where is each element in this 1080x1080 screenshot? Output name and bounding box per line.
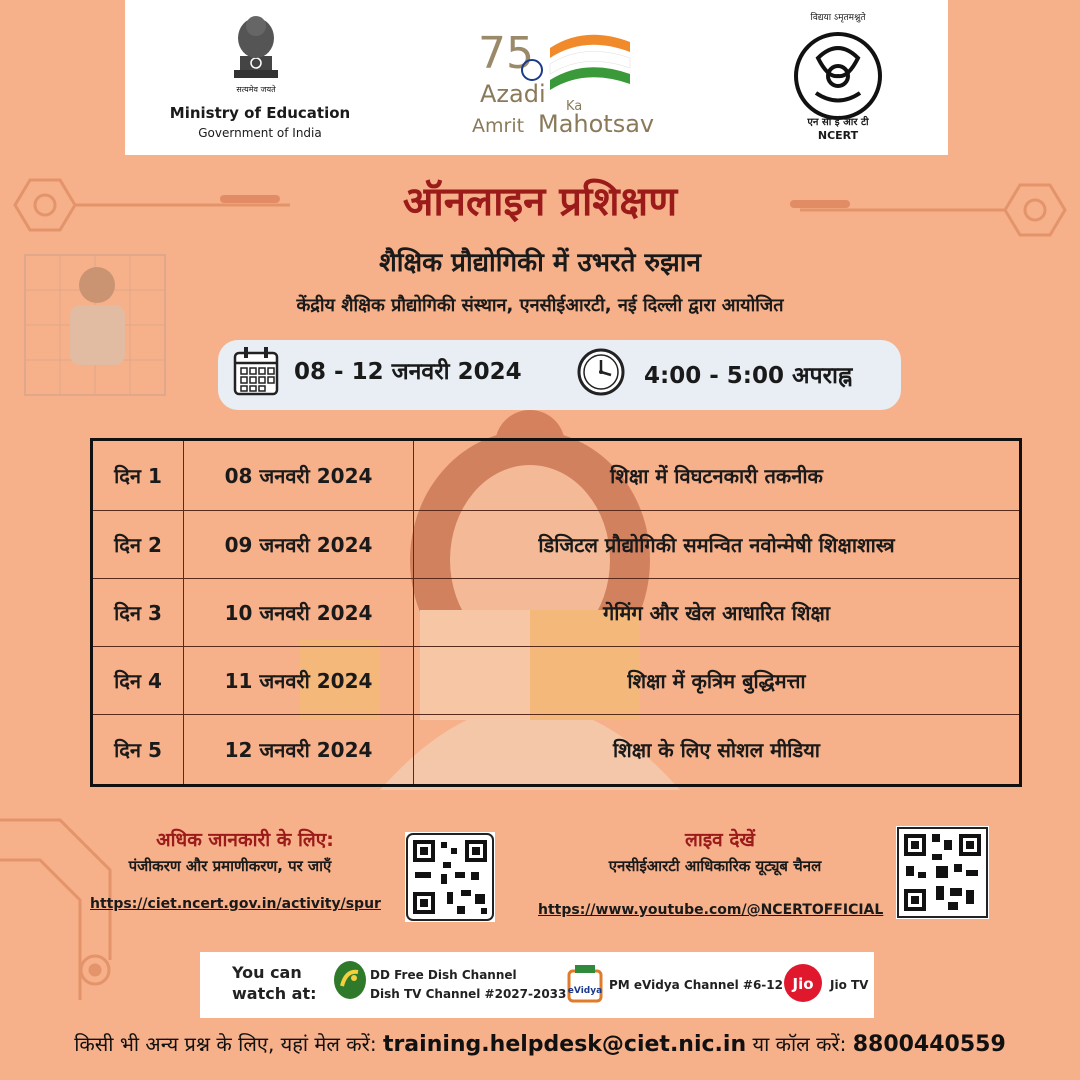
azadi-ka-amrit-mahotsav-logo <box>470 20 680 140</box>
event-time: 4:00 - 5:00 अपराह्न <box>644 363 853 389</box>
table-row <box>92 578 1021 646</box>
ncert-hindi-name: एन सी ई आर टी <box>807 117 869 128</box>
schedule-date: 10 जनवरी 2024 <box>184 578 414 646</box>
youtube-link[interactable]: https://www.youtube.com/@NCERTOFFICIAL <box>538 902 884 918</box>
more-info-subtitle: पंजीकरण और प्रमाणीकरण, पर जाएँ <box>128 857 332 875</box>
qr-code-icon <box>405 832 495 922</box>
schedule-topic: शिक्षा में कृत्रिम बुद्धिमत्ता <box>414 647 1021 715</box>
footer-middle: या कॉल करें: <box>752 1032 847 1056</box>
table-row <box>92 715 1021 786</box>
schedule-topic: शिक्षा में विघटनकारी तकनीक <box>414 440 1021 511</box>
schedule-topic: शिक्षा के लिए सोशल मीडिया <box>414 715 1021 786</box>
registration-link[interactable]: https://ciet.ncert.gov.in/activity/spur <box>90 896 381 912</box>
helpdesk-email[interactable]: training.helpdesk@ciet.nic.in <box>382 1032 747 1057</box>
table-row <box>92 440 1021 511</box>
organiser-line: केंद्रीय शैक्षिक प्रौद्योगिकी संस्थान, एनसीईआरटी, नई दिल्ली द्वारा आयोजित <box>296 295 784 316</box>
watch-label <box>232 962 322 1004</box>
table-row <box>92 647 1021 715</box>
helpdesk-phone[interactable]: 8800440559 <box>852 1032 1006 1057</box>
ministry-subtitle: Government of India <box>198 126 322 140</box>
schedule-date: 08 जनवरी 2024 <box>184 440 414 511</box>
national-emblem-icon <box>230 8 282 86</box>
qr-code-icon <box>896 826 989 919</box>
page-title: ऑनलाइन प्रशिक्षण <box>402 179 678 225</box>
watch-label-line1: You can <box>232 963 302 982</box>
calendar-icon <box>232 345 280 397</box>
ncert-motto: विद्यया ऽमृतमश्नुते <box>810 13 866 23</box>
schedule-date: 12 जनवरी 2024 <box>184 715 414 786</box>
event-dates: 08 - 12 जनवरी 2024 <box>294 359 522 385</box>
schedule-topic: गेमिंग और खेल आधारित शिक्षा <box>414 578 1021 646</box>
table-row <box>92 510 1021 578</box>
aka-azadi: Azadi <box>480 80 546 108</box>
emblem-motto: सत्यमेव जयते <box>236 85 276 94</box>
schedule-topic: डिजिटल प्रौद्योगिकी समन्वित नवोन्मेषी शिक्षाशास्त्र <box>414 510 1021 578</box>
dd-free-dish-info <box>370 966 566 1004</box>
schedule-day: दिन 2 <box>92 510 184 578</box>
helpdesk-footer <box>0 1030 1080 1057</box>
training-subtitle: शैक्षिक प्रौद्योगिकी में उभरते रुझान <box>379 248 701 278</box>
aka-mahotsav: Mahotsav <box>538 110 655 138</box>
jio-tv-label: Jio TV <box>830 978 869 992</box>
pm-evidya-channel: PM eVidya Channel #6-12 <box>609 978 783 992</box>
dd-free-dish-line: DD Free Dish Channel <box>370 968 517 982</box>
clock-icon <box>576 347 626 397</box>
schedule-date: 09 जनवरी 2024 <box>184 510 414 578</box>
ministry-title: Ministry of Education <box>169 104 351 122</box>
footer-prefix: किसी भी अन्य प्रश्न के लिए, यहां मेल करें: <box>74 1032 377 1056</box>
aka-ka: Ka <box>566 99 583 114</box>
live-subtitle: एनसीईआरटी आधिकारिक यूट्यूब चैनल <box>608 857 822 875</box>
schedule-day: दिन 5 <box>92 715 184 786</box>
schedule-day: दिन 3 <box>92 578 184 646</box>
live-title: लाइव देखें <box>685 829 755 851</box>
jio-logo-text: Jio <box>792 975 814 993</box>
pm-evidya-logo <box>565 963 605 1007</box>
dish-tv-line: Dish TV Channel #2027-2033 <box>370 987 567 1001</box>
schedule-table <box>90 438 1022 787</box>
ncert-english-name: NCERT <box>817 129 859 142</box>
svg-text:75: 75 <box>478 28 534 79</box>
schedule-day: दिन 1 <box>92 440 184 511</box>
evidya-logo-text: eVidya <box>567 986 603 996</box>
schedule-date: 11 जनवरी 2024 <box>184 647 414 715</box>
more-info-title: अधिक जानकारी के लिए: <box>156 829 334 851</box>
satellite-dish-icon <box>332 960 368 1004</box>
jio-logo <box>783 963 823 1003</box>
watch-label-line2: watch at: <box>232 984 317 1003</box>
schedule-day: दिन 4 <box>92 647 184 715</box>
aka-amrit: Amrit <box>472 115 525 137</box>
